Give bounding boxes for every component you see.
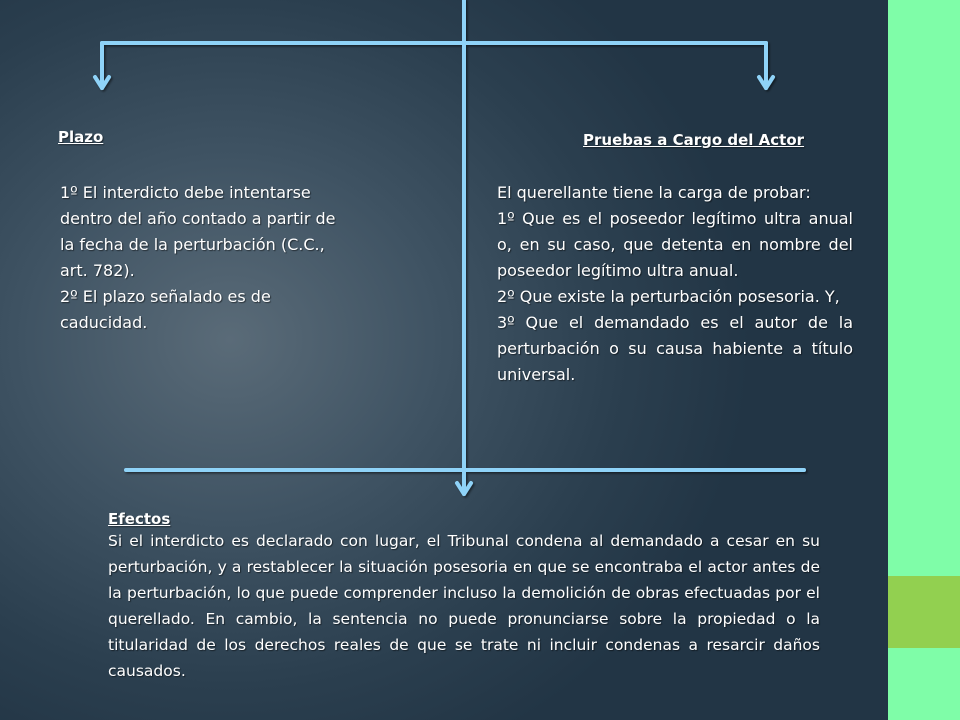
plazo-line-1: 1º El interdicto debe intentarse dentro del año contado a partir de la fecha de la perturbación (C.C., art. 782). (60, 183, 336, 280)
side-decor-accent (888, 576, 960, 648)
efectos-body: Si el interdicto es declarado con lugar, el Tribunal condena al demandado a cesar en su perturbación, y a restablecer la situación posesoria en que se encontraba el actor antes de la perturbación, lo que puede comprender incluso la demolición de obras efectuadas por el querellado. En cambio, la sentencia no puede pronunciarse sobre la propiedad o la titularidad de los derechos reales de que se trate ni incluir condenas a resarcir daños causados. (108, 532, 820, 680)
efectos-text (108, 528, 820, 684)
pruebas-item-3: 3º Que el demandado es el autor de la perturbación o su causa habiente a título universal. (497, 313, 853, 384)
plazo-text (60, 180, 338, 336)
pruebas-title: Pruebas a Cargo del Actor (583, 131, 805, 149)
pruebas-text (497, 180, 853, 388)
plazo-title: Plazo (58, 128, 104, 146)
efectos-title: Efectos (108, 510, 171, 528)
plazo-line-2: 2º El plazo señalado es de caducidad. (60, 287, 271, 332)
pruebas-intro: El querellante tiene la carga de probar: (497, 183, 811, 202)
pruebas-item-2: 2º Que existe la perturbación posesoria. Y, (497, 287, 840, 306)
pruebas-item-1: 1º Que es el poseedor legítimo ultra anual o, en su caso, que detenta en nombre del poseedor legítimo ultra anual. (497, 209, 853, 280)
